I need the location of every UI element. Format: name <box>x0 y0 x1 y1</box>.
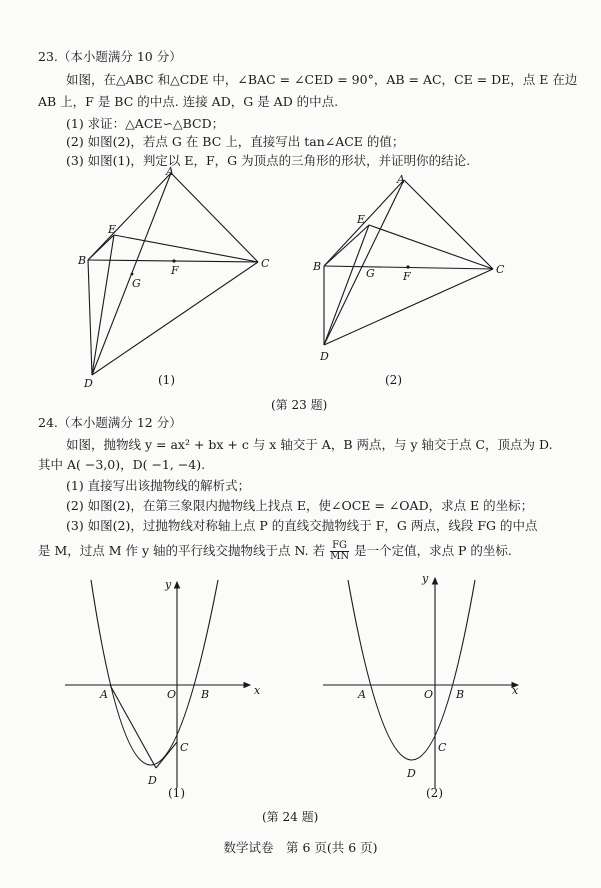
q24-line-6-after: 是一个定值，求点 P 的坐标. <box>354 543 512 558</box>
q23-fig2-caption: (2) <box>385 373 402 387</box>
fraction-numerator: FG <box>330 541 349 552</box>
fig1-label-F: F <box>171 264 179 277</box>
fraction-fg-mn <box>330 541 349 562</box>
fig24-1-label-O: O <box>167 688 177 701</box>
fig2-label-F: F <box>403 270 411 283</box>
q24-line-3: (1) 直接写出该抛物线的解析式； <box>66 478 251 493</box>
q24-line-6-before: 是 M，过点 M 作 y 轴的平行线交抛物线于点 N. 若 <box>38 543 326 558</box>
q23-header: 23.（本小题满分 10 分） <box>38 49 182 64</box>
q23-line-3: (1) 求证：△ACE∽△BCD； <box>66 116 225 131</box>
q24-line-4: (2) 如图(2)，在第三象限内抛物线上找点 E，使∠OCE = ∠OAD，求点 E 的坐标； <box>66 498 534 513</box>
fig2-label-C: C <box>496 263 505 276</box>
fig2-label-B: B <box>313 260 322 273</box>
q24-header: 24.（本小题满分 12 分） <box>38 415 182 430</box>
q24-line-2: 其中 A( −3,0)，D( −1, −4). <box>38 457 206 472</box>
fig24-1-label-C: C <box>180 741 189 754</box>
q23-title: (第 23 题) <box>271 398 328 412</box>
q23-line-1: 如图，在△ABC 和△CDE 中，∠BAC = ∠CED = 90°，AB = AC，CE = DE，点 E 在边 <box>66 72 578 87</box>
fig24-2-label-x: x <box>512 684 519 697</box>
fig24-1-label-B: B <box>201 688 210 701</box>
fig24-1-label-x: x <box>254 684 261 697</box>
q23-figure-1 <box>70 165 290 390</box>
page-footer: 数学试卷 第 6 页(共 6 页) <box>223 840 378 855</box>
fig2-label-G: G <box>366 267 375 280</box>
fig1-label-D: D <box>84 377 93 390</box>
fig24-2-label-D: D <box>407 767 416 780</box>
fig2-label-E: E <box>357 213 366 226</box>
fig24-1-label-A: A <box>100 688 108 701</box>
q24-line-5: (3) 如图(2)，过抛物线对称轴上点 P 的直线交抛物线于 F，G 两点，线段 FG 的中点 <box>66 518 538 533</box>
fig2-label-D: D <box>320 350 329 363</box>
q24-fig1-caption: (1) <box>168 786 185 800</box>
q24-figure-2 <box>318 570 528 800</box>
q24-line-1: 如图，抛物线 y = ax² + bx + c 与 x 轴交于 A，B 两点，与 y 轴交于点 C，顶点为 D. <box>66 437 553 452</box>
fig24-2-label-y: y <box>422 572 429 585</box>
q23-figure-2 <box>308 165 523 375</box>
fig24-1-label-D: D <box>148 774 157 787</box>
q23-line-4: (2) 如图(2)，若点 G 在 BC 上，直接写出 tan∠ACE 的值； <box>66 134 405 149</box>
q24-figure-1 <box>60 570 270 800</box>
q23-line-5: (3) 如图(1)，判定以 E，F，G 为顶点的三角形的形状，并证明你的结论. <box>66 153 471 168</box>
fraction-denominator: MN <box>330 551 350 562</box>
fig24-2-label-C: C <box>438 741 447 754</box>
fig24-2-label-A: A <box>358 688 366 701</box>
q24-fig2-caption: (2) <box>426 786 443 800</box>
fig1-label-A: A <box>166 165 174 178</box>
q23-line-2: AB 上，F 是 BC 的中点. 连接 AD，G 是 AD 的中点. <box>38 94 339 109</box>
fig1-label-E: E <box>108 223 117 236</box>
q23-fig1-caption: (1) <box>158 373 175 387</box>
q24-line-6 <box>38 541 512 562</box>
fig24-1-label-y: y <box>165 578 172 591</box>
fig1-label-C: C <box>261 257 270 270</box>
fig2-label-A: A <box>397 173 405 186</box>
fig24-2-label-B: B <box>456 688 465 701</box>
fig1-label-B: B <box>78 254 87 267</box>
q24-title: (第 24 题) <box>262 810 319 824</box>
fig1-label-G: G <box>132 277 141 290</box>
fig24-2-label-O: O <box>424 688 434 701</box>
